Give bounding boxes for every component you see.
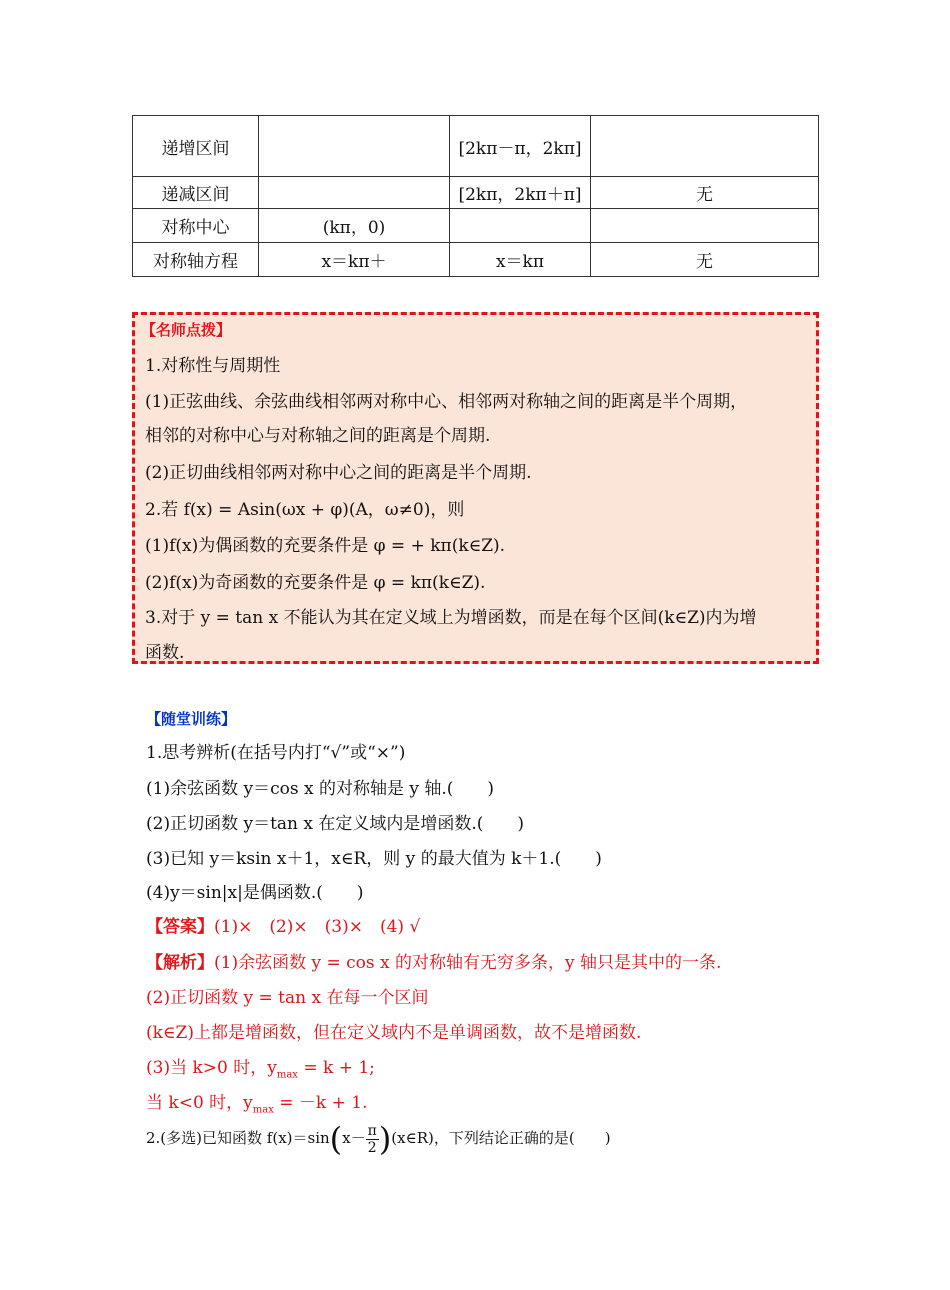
analysis-text: 当 k<0 时， xyxy=(146,1093,244,1113)
tips-line: (2)f(x)为奇函数的充要条件是 φ = kπ(k∈Z). xyxy=(145,573,486,593)
answer-text: (1)× (2)× (3)× (4) √ xyxy=(214,917,421,937)
analysis-line: (k∈Z)上都是增函数，但在定义域内不是单调函数，故不是增函数. xyxy=(146,1023,642,1043)
pi-over-2-fraction xyxy=(366,1123,379,1156)
ymax-subscript: max xyxy=(252,1104,274,1116)
trig-properties-table xyxy=(132,115,819,277)
question-item: (3)已知 y＝ksin x＋1，x∈R，则 y 的最大值为 k＋1.( ) xyxy=(146,849,602,869)
table-row xyxy=(133,209,819,243)
tips-line: (1)f(x)为偶函数的充要条件是 φ = + kπ(k∈Z). xyxy=(145,536,506,556)
analysis-line xyxy=(146,1088,368,1115)
question-2 xyxy=(146,1120,611,1158)
table-cell: 无 xyxy=(591,243,819,277)
answer-line xyxy=(146,912,420,937)
right-paren: ) xyxy=(378,1120,392,1158)
table-row xyxy=(133,243,819,277)
ymax-symbol: y xyxy=(267,1058,277,1078)
ymax-value: = －k + 1. xyxy=(273,1093,368,1113)
question-item: (4)y＝sin|x|是偶函数.( ) xyxy=(146,883,364,903)
table-cell xyxy=(259,116,450,177)
row-label: 递减区间 xyxy=(133,177,259,209)
table-cell xyxy=(259,177,450,209)
tips-title: 【名师点拨】 xyxy=(141,321,232,339)
question-2-x: x－ xyxy=(342,1129,366,1147)
analysis-text: (3)当 k>0 时， xyxy=(146,1058,268,1078)
tips-line: 3.对于 y = tan x 不能认为其在定义域上为增函数，而是在每个区间(k∈Z)内为增 xyxy=(145,608,757,628)
table-cell: 无 xyxy=(591,177,819,209)
fraction-denominator: 2 xyxy=(367,1139,377,1156)
table-cell: [2kπ－π，2kπ] xyxy=(450,116,591,177)
ymax-value: = k + 1; xyxy=(297,1058,375,1078)
answer-label: 【答案】 xyxy=(146,917,214,937)
row-label: 对称中心 xyxy=(133,209,259,243)
analysis-line: (2)正切函数 y = tan x 在每一个区间 xyxy=(146,988,429,1008)
left-paren: ( xyxy=(329,1120,343,1158)
table-cell: x＝kπ xyxy=(450,243,591,277)
question-2-suffix: (x∈R)，下列结论正确的是( ) xyxy=(391,1129,611,1147)
analysis-line xyxy=(146,948,721,973)
table-cell xyxy=(591,209,819,243)
tips-line: (1)正弦曲线、余弦曲线相邻两对称中心、相邻两对称轴之间的距离是半个周期， xyxy=(145,392,748,412)
table-cell: (kπ，0) xyxy=(259,209,450,243)
question-item: (1)余弦函数 y＝cos x 的对称轴是 y 轴.( ) xyxy=(146,779,495,799)
table-row xyxy=(133,116,819,177)
question-2-prefix: 2.(多选)已知函数 f(x)＝sin xyxy=(146,1129,330,1147)
table-cell: x＝kπ＋ xyxy=(259,243,450,277)
question-1: 1.思考辨析(在括号内打“√”或“×”) xyxy=(146,743,406,763)
tips-line: 相邻的对称中心与对称轴之间的距离是个周期. xyxy=(145,426,491,446)
ymax-subscript: max xyxy=(276,1069,298,1081)
tips-line: (2)正切曲线相邻两对称中心之间的距离是半个周期. xyxy=(145,463,532,483)
table-cell: [2kπ，2kπ＋π] xyxy=(450,177,591,209)
tips-line: 2.若 f(x) = Asin(ωx + φ)(A，ω≠0)，则 xyxy=(145,500,465,520)
tips-line: 1.对称性与周期性 xyxy=(145,356,281,376)
table-cell xyxy=(591,116,819,177)
tips-line: 函数. xyxy=(145,643,185,663)
analysis-text: (1)余弦函数 y = cos x 的对称轴有无穷多条，y 轴只是其中的一条. xyxy=(214,953,722,973)
row-label: 对称轴方程 xyxy=(133,243,259,277)
table-cell xyxy=(450,209,591,243)
teacher-tips-box xyxy=(132,312,819,664)
ymax-symbol: y xyxy=(243,1093,253,1113)
fraction-numerator: π xyxy=(367,1122,377,1139)
analysis-line xyxy=(146,1053,375,1080)
row-label: 递增区间 xyxy=(133,116,259,177)
table-row xyxy=(133,177,819,209)
analysis-label: 【解析】 xyxy=(146,953,214,973)
practice-title: 【随堂训练】 xyxy=(146,710,237,728)
question-item: (2)正切函数 y＝tan x 在定义域内是增函数.( ) xyxy=(146,814,525,834)
